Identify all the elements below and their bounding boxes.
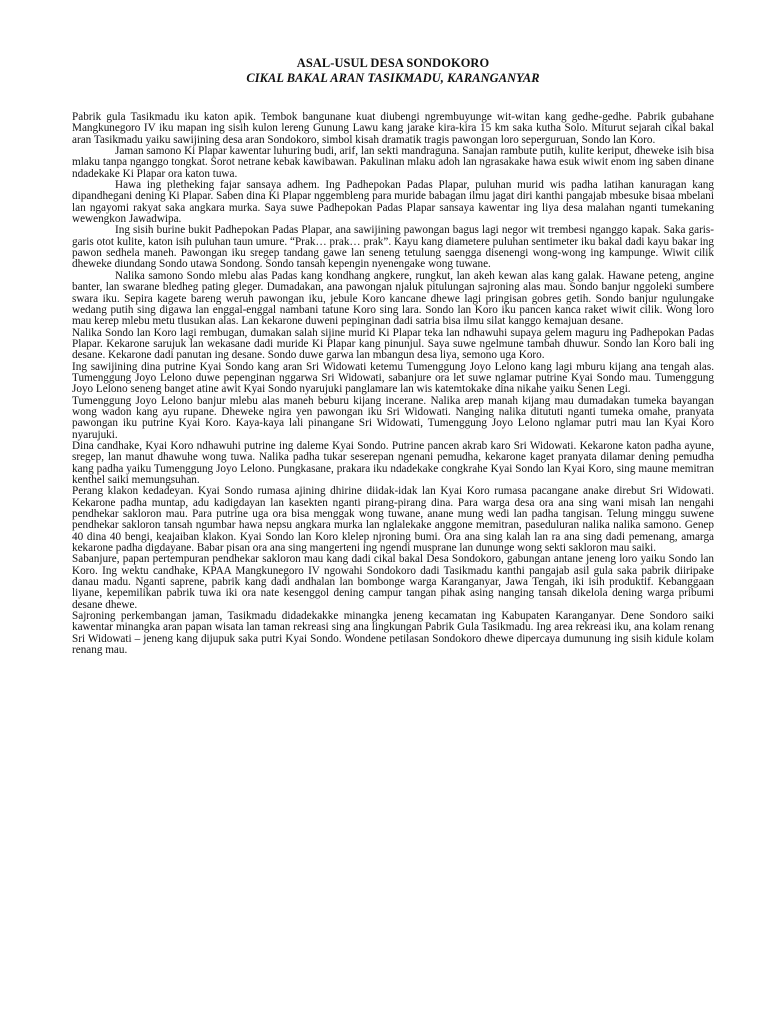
paragraph: Sabanjure, papan pertempuran pendhekar sakloron mau kang dadi cikal bakal Desa Sondokoro, gabungan antane jeneng loro yaiku Sondo lan Koro. Ing wektu candhake, KPAA Mangkunegoro IV ngowahi Sondokoro dadi Tasikmadu kanthi pangajab asil gula saka pabrik diiripake danau madu. Nganti saprene, pabrik kang dadi andhalan lan bombonge warga Karanganyar, Jawa Tengah, iki isih produktif. Kebanggaan liyane, kepemilikan pabrik tuwa iki ora nate kesenggol dening campur tangan pihak asing nanging tansah dikelola dening warga pribumi desane dhewe. xyxy=(72,553,714,611)
paragraph: Perang klakon kedadeyan. Kyai Sondo rumasa ajining dhirine diidak-idak lan Kyai Koro rumasa pacangane anake direbut Sri Widowati. Kekarone padha muntap, adu kadigdayan lan kasekten nganti pirang-pirang dina. Para warga desa ora ana sing wani misah lan nengahi pendhekar sakloron mau. Para putrine uga ora bisa menggak wong tuwane, anane mung wedi lan padha tangisan. Telung minggu suwene pendhekar sakloron tansah ngumbar hawa nepsu angkara murka lan nglalekake anggone memitran, paseduluran nalika nalika samono. Genep 40 dina 40 bengi, keajaiban klakon. Kyai Sondo lan Koro klelep njroning bumi. Ora ana sing kalah lan ra ana sing dadi pemenang, amarga kekarone padha digdayane. Babar pisan ora ana sing mangerteni ing ngendi musprane lan dununge wong sekti sakloron mau saiki. xyxy=(72,485,714,555)
paragraph: Nalika Sondo lan Koro lagi rembugan, dumakan salah sijine murid Ki Plapar teka lan ndhawuhi supaya gelem maguru ing Padhepokan Padas Plapar. Kekarone sarujuk lan wekasane dadi muride Ki Plapar kang pinunjul. Saya suwe ngelmune tambah dhuwur. Sondo lan Koro bali ing desane. Kekarone dadi panutan ing desane. Sondo duwe garwa lan mbangun desa liya, semono uga Koro. xyxy=(72,326,714,362)
document-subtitle: CIKAL BAKAL ARAN TASIKMADU, KARANGANYAR xyxy=(246,71,540,85)
paragraph: Sajroning perkembangan jaman, Tasikmadu didadekakke minangka jeneng kecamatan ing Kabupaten Karanganyar. Dene Sondoro saiki kawentar minangka aran papan wisata lan taman rekreasi sing ana lingkungan Pabrik Gula Tasikmadu. Ing area rekreasi iku, ana kolam renang Sri Widowati – jeneng kang dijupuk saka putri Kyai Sondo. Wondene petilasan Sondokoro dhewe dipercaya dumunung ing sisih kidule kolam renang mau. xyxy=(72,610,714,657)
paragraph: Hawa ing pletheking fajar sansaya adhem. Ing Padhepokan Padas Plapar, puluhan murid wis padha latihan kanuragan kang dipandhegani dening Ki Plapar. Saben dina Ki Plapar nggembleng para muride babagan ilmu jagat diri kanthi pangajab mbesuke bisaa mbelani lan ngayomi rakyat saka angkara murka. Saya suwe Padhepokan Padas Plapar sansaya kawentar ing liya desa malahan nganti tumekaning wewengkon Jawadwipa. xyxy=(72,179,714,226)
paragraph: Ing sisih burine bukit Padhepokan Padas Plapar, ana sawijining pawongan bagus lagi negor wit trembesi nganggo kapak. Saka garis-garis otot kulite, katon isih puluhan taun umure. “Prak… prak… prak”. Kayu kang diametere puluhan sentimeter iku bakal dadi kayu bakar ing pawon sedhela maneh. Pawongan iku sregep tandang gawe lan seneng tetulung saengga disenengi wong-wong ing kampunge. Wiwit cilik dheweke diundang Sondo utawa Sondong. Sondo tansah kepengin nyenengake wong tuwane. xyxy=(72,224,714,271)
paragraph: Dina candhake, Kyai Koro ndhawuhi putrine ing daleme Kyai Sondo. Putrine pancen akrab karo Sri Widowati. Kekarone katon padha ayune, sregep, lan manut dhawuhe wong tuwa. Nalika padha tukar seserepan ngenani pemudha, kekarone kaget pranyata dilamar dening pemudha kang padha yaiku Tumenggung Joyo Lelono. Pungkasane, prakara iku ndadekake congkrahe Kyai Sondo lan Kyai Koro, sing maune memitran kenthel saiki memungsuhan. xyxy=(72,439,714,486)
document-title: ASAL-USUL DESA SONDOKORO xyxy=(296,56,490,70)
paragraph: Jaman samono Ki Plapar kawentar luhuring budi, arif, lan sekti mandraguna. Sanajan rambute putih, kulite keriput, dheweke isih bisa mlaku tanpa nganggo tongkat. Sorot netrane kebak kawibawan. Pakulinan mlaku adoh lan ngrasakake hawa esuk wiwit enom ing saben dinane ndadekake Ki Plapar ora katon tuwa. xyxy=(72,145,714,180)
paragraph: Nalika samono Sondo mlebu alas Padas kang kondhang angkere, rungkut, lan akeh kewan alas kang galak. Hawane peteng, angine banter, lan swarane bledheg pating gleger. Dumadakan, ana pawongan njaluk pitulungan sajroning alas mau. Sondo banjur nggoleki sumbere swara iku. Sepira kagete bareng weruh pawongan iku, jebule Koro kancane dhewe lagi pringisan gobres getih. Sondo banjur ngulungake wedang putih sing digawa lan enggal-enggal nambani tatune Koro sing lara. Sondo lan Koro iku pancen kanca raket wiwit cilik. Wong loro mau kerep mlebu metu tlusukan alas. Lan kekarone duweni pepinginan dadi satria bisa ilmu silat kanggo kemajuan desane. xyxy=(72,269,714,328)
document-body xyxy=(72,112,714,657)
paragraph: Pabrik gula Tasikmadu iku katon apik. Tembok bangunane kuat diubengi ngrembuyunge wit-witan kang gedhe-gedhe. Pabrik gubahane Mangkunegoro IV iku mapan ing sisih kulon lereng Gunung Lawu kang jarake kira-kira 15 km saka kutha Solo. Miturut sejarah cikal bakal aran Tasikmadu yaiku sawijining desa aran Sondokoro, simbol kisah dramatik tragis pawongan loro seperguruan, Sondo lan Koro. xyxy=(72,111,714,146)
paragraph: Ing sawijining dina putrine Kyai Sondo kang aran Sri Widowati ketemu Tumenggung Joyo Lelono kang lagi mburu kijang ana tengah alas. Tumenggung Joyo Lelono duwe pepenginan nggarwa Sri Widowati, sabanjure ora let suwe nglamar putrine Kyai Sondo mau. Tumenggung Joyo Lelono seneng banget atine awit Kyai Sondo nyarujuki panglamare lan wis katemtokake dina nikahe yaiku Senen Legi. xyxy=(72,360,714,396)
paragraph: Tumenggung Joyo Lelono banjur mlebu alas maneh beburu kijang incerane. Nalika arep manah kijang mau dumadakan tumeka bayangan wong wadon kang ayu rupane. Dheweke ngira yen pawongan iku Sri Widowati. Nanging nalika ditututi nganti tumeka omahe, pranyata pawongan iku putrine Kyai Koro. Kaya-kaya lali pinangane Sri Widowati, Tumenggung Joyo Lelono nglamar putri mau lan Kyai Koro nyarujuki. xyxy=(72,394,714,441)
